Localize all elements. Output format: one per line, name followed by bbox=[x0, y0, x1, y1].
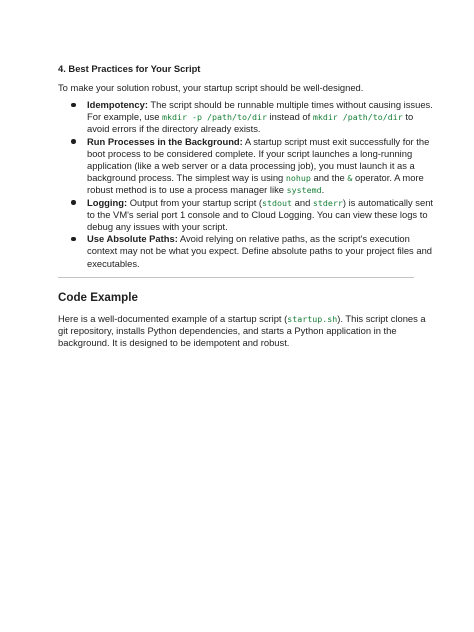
item-text: and the bbox=[310, 172, 348, 184]
item-text: to the VM's serial port 1 console and to Cloud Logging. You can view these logs to bbox=[87, 208, 428, 220]
item-text: executables. bbox=[87, 257, 140, 269]
bullet-icon bbox=[71, 139, 76, 144]
item-text: ) is automatically sent bbox=[342, 196, 434, 208]
inline-code: systemd bbox=[286, 185, 322, 196]
list-item-background-processes bbox=[58, 135, 430, 197]
inline-code-filename: startup.sh bbox=[287, 314, 338, 324]
inline-code: nohup bbox=[285, 173, 311, 184]
code-example-paragraph bbox=[58, 313, 426, 350]
item-text: operator. A more bbox=[352, 172, 424, 184]
item-text: debug any issues with your script. bbox=[87, 221, 228, 233]
item-text: The script should be runnable multiple times without causing issues. bbox=[147, 99, 433, 110]
section-heading-best-practices: 4. Best Practices for Your Script bbox=[58, 63, 201, 74]
inline-code: stderr bbox=[312, 197, 343, 208]
best-practices-list bbox=[58, 99, 434, 270]
inline-code: mkdir -p /path/to/dir bbox=[162, 112, 267, 123]
item-text: background process. The simplest way is using bbox=[87, 172, 286, 184]
item-text: For example, use bbox=[87, 111, 163, 123]
bullet-icon bbox=[71, 200, 76, 205]
inline-code: mkdir /path/to/dir bbox=[312, 112, 403, 123]
item-text: to bbox=[402, 111, 414, 123]
item-text: Avoid relying on relative paths, as the script's execution bbox=[177, 233, 410, 245]
inline-code: & bbox=[347, 173, 353, 184]
section-heading-code-example: Code Example bbox=[58, 291, 138, 304]
bullet-icon bbox=[71, 103, 76, 108]
term-label: Use Absolute Paths: bbox=[87, 233, 178, 245]
paragraph-text: background. It is designed to be idempotent and robust. bbox=[58, 337, 290, 349]
item-text: . bbox=[321, 184, 325, 196]
item-text: Output from your startup script ( bbox=[127, 196, 263, 208]
paragraph-text: ). This script clones a bbox=[337, 313, 426, 324]
term-label: Idempotency: bbox=[87, 99, 148, 110]
intro-paragraph: To make your solution robust, your startup script should be well-designed. bbox=[58, 82, 364, 93]
item-text: application (like a web server or a data processing job), you must launch it as a bbox=[87, 160, 415, 172]
paragraph-text: Here is a well-documented example of a startup script ( bbox=[58, 313, 288, 324]
horizontal-divider bbox=[58, 277, 414, 278]
list-item-idempotency bbox=[58, 99, 433, 136]
inline-code: stdout bbox=[262, 197, 293, 208]
term-label: Run Processes in the Background: bbox=[87, 135, 243, 147]
list-item-logging bbox=[58, 196, 434, 234]
item-text: and bbox=[292, 196, 313, 208]
item-text: robust method is to use a process manager like bbox=[87, 184, 287, 196]
paragraph-text: git repository, installs Python dependencies, and starts a Python application in the bbox=[58, 325, 397, 337]
term-label: Logging: bbox=[87, 196, 128, 208]
item-text: boot process to be considered complete. If your script launches a long-running bbox=[87, 147, 413, 159]
item-text: A startup script must exit successfully for the bbox=[242, 135, 430, 147]
list-item-absolute-paths bbox=[58, 233, 432, 270]
item-text: instead of bbox=[266, 111, 313, 123]
item-text: context may not be what you expect. Define absolute paths to your project files and bbox=[87, 245, 432, 257]
bullet-icon bbox=[71, 237, 76, 242]
item-text: avoid errors if the directory already exists. bbox=[87, 123, 261, 135]
